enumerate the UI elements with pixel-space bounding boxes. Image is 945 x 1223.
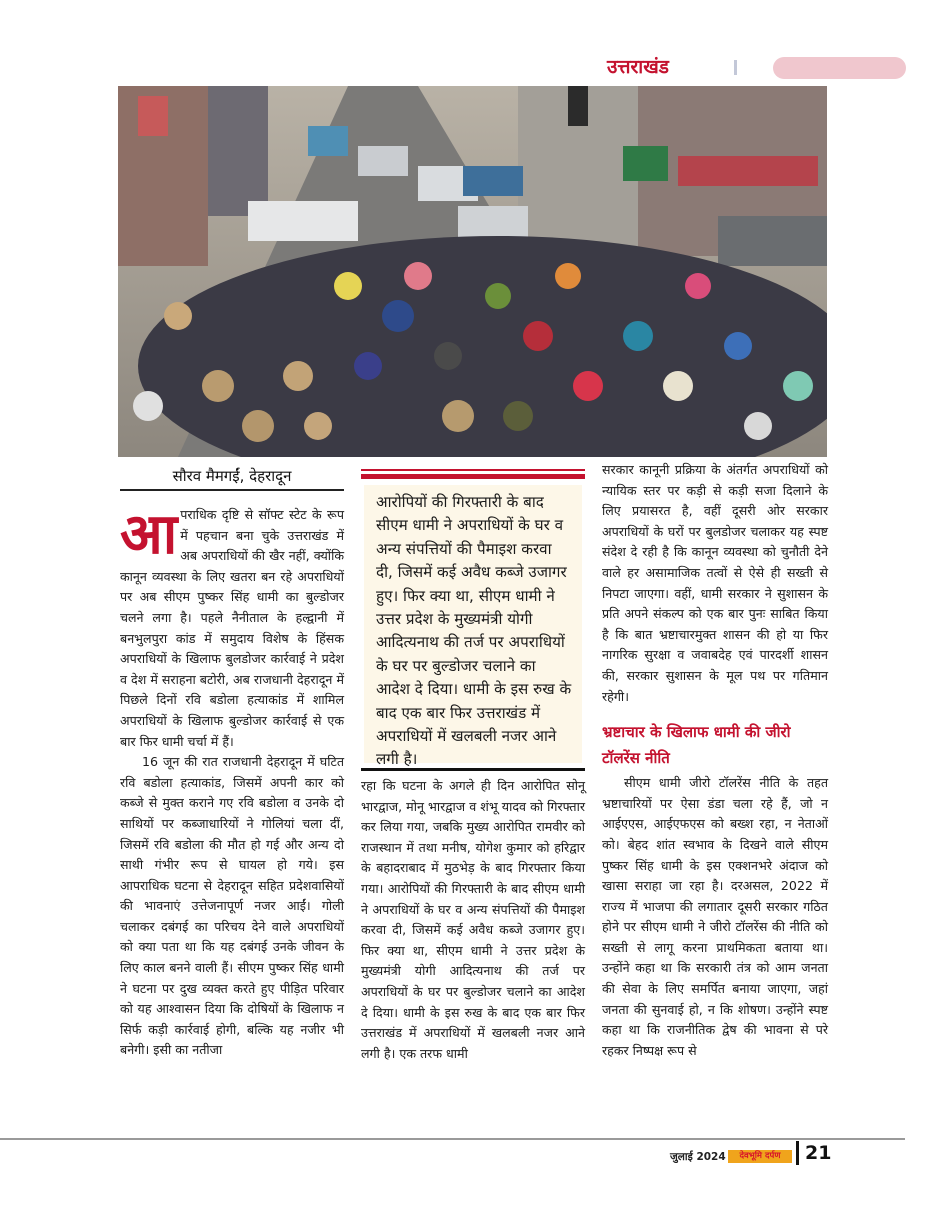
drop-cap: आ	[120, 502, 175, 567]
article-paragraph: रहा कि घटना के अगले ही दिन आरोपित सोनू भारद्वाज, मोनू भारद्वाज व शंभू यादव को गिरफ्तार कर लिया गया, जबकि मुख्य आरोपित रामवीर को राजस्थान में तथा मनीष, योगेश कुमार को हरिद्वार के बहादराबाद में मुठभेड़ के बाद गिरफ्तार किया गया। आरोपियों की गिरफ्तारी के बाद सीएम धामी ने अपराधियों के घर व अन्य संपत्तियों की पैमाइश करवा दी, जिसमें कई अवैध कब्जे उजागर हुए। फिर क्या था, सीएम धामी ने उत्तर प्रदेश के मुख्यमंत्री योगी आदित्यनाथ की तर्ज पर अपराधियों के घर पर बुल्डोजर चलाने का आदेश दे दिया। धामी के इस रुख के बाद एक बार फिर उत्तराखंड में अपराधियों में खलबली नजर आने लगी है। एक तरफ धामी	[361, 778, 585, 1061]
section-label: उत्तराखंड	[607, 56, 669, 78]
article-paragraph: सीएम धामी जीरो टॉलरेंस नीति के तहत भ्रष्टाचारियों पर ऐसा डंडा चला रहे हैं, जो न आईएएस, आईएफएस को बख्श रहा, न नेताओं को। बेहद शांत स्वभाव के दिखने वाले सीएम पुष्कर सिंह धामी के इस एक्शनभरे अंदाज को खासा सराहा जा रहा है। दरअसल, 2022 में राज्य में भाजपा की लगातार दूसरी सरकार गठित होने पर सीएम धामी ने जीरो टॉलरेंस की नीति को सख्ती से लागू करना प्राथमिकता बताया था। उन्होंने कहा था कि सरकारी तंत्र को आम जनता की सेवा के लिए समर्पित बनाया जाएगा, जहां जनता की सुनवाई हो, न कि शोषण। उन्होंने स्पष्ट कहा था कि राजनीतिक द्वेष की भावना से परे रहकर निष्पक्ष रूप से	[602, 775, 828, 1058]
article-column-1	[120, 502, 344, 1061]
magazine-logo: देवभूमि दर्पण	[728, 1150, 792, 1163]
pullquote-top-rule-thick	[361, 474, 585, 479]
crowd-photo	[118, 86, 827, 457]
paragraph-text: पराधिक दृष्टि से सॉफ्ट स्टेट के रूप में पहचान बना चुके उत्तराखंड में अब अपराधियों की खैर नहीं, क्योंकि कानून व्यवस्था के लिए खतरा बन रहे अपराधियों पर अब सीएम पुष्कर सिंह धामी का बुल्डोजर चलने लगा है। पहले नैनीताल के हल्द्वानी में बनभुलपुरा कांड में समुदाय विशेष के हिंसक अपराधियों के खिलाफ बुलडोजर कार्रवाई ने प्रदेश व देश में सराहना बटोरी, अब राजधानी देहरादून में पिछले दिनों रवि बडोला हत्याकांड में शामिल अपराधियों के खिलाफ बुल्डोजर कार्रवाई से एक बार फिर धामी चर्चा में हैं।	[120, 507, 344, 749]
footer-divider	[0, 1138, 905, 1140]
article-column-3	[602, 460, 828, 1061]
issue-date: जुलाई 2024	[670, 1151, 726, 1163]
article-column-2	[361, 776, 585, 1064]
byline-divider	[120, 489, 344, 491]
article-paragraph	[120, 502, 344, 752]
footer-separator	[796, 1141, 799, 1165]
article-paragraph: 16 जून की रात राजधानी देहरादून में घटित रवि बडोला हत्याकांड, जिसमें अपनी कार को कब्जे से मुक्त कराने गए रवि बडोला व उनके दो साथियों पर कब्जाधारियों ने गोलियां चला दीं, जिसमें रवि बडोला की मौत हो गई और अन्य दो साथी गंभीर रूप से घायल हो गये। इस आपराधिक घटना से देहरादून सहित प्रदेशवासियों की भावनाएं उत्तेजनापूर्ण नजर आईं। गोली चलाकर दबंगई का परिचय देने वाले अपराधियों को क्या पता था कि यह दबंगई उनके जीवन के लिए काल बनने वाली हैं। सीएम पुष्कर सिंह धामी ने घटना पर दुख व्यक्त करते हुए पीड़ित परिवार को यह आश्वासन दिया कि दोषियों के खिलाफ न सिर्फ कड़ी कार्रवाई होगी, बल्कि यह नजीर भी बनेगी। इसी का नतीजा	[120, 754, 344, 1058]
pullquote-bottom-rule	[361, 768, 585, 771]
pull-quote: आरोपियों की गिरफ्तारी के बाद सीएम धामी ने अपराधियों के घर व अन्य संपत्तियों की पैमाइश करवा दी, जिसमें कई अवैध कब्जे उजागर हुए। फिर क्या था, सीएम धामी ने उत्तर प्रदेश के मुख्यमंत्री योगी आदित्यनाथ की तर्ज पर अपराधियों के घर पर बुल्डोजर चलाने का आदेश दे दिया। धामी के इस रुख के बाद एक बार फिर उत्तराखंड में अपराधियों में खलबली नजर आने लगी है।	[364, 485, 582, 763]
page-number: 21	[805, 1142, 832, 1164]
crowd-photo-illustration	[118, 86, 827, 457]
pullquote-top-rule	[361, 469, 585, 471]
header-divider	[734, 60, 737, 75]
author-byline: सौरव मैमगईं, देहरादून	[172, 467, 292, 485]
header-decor-pill	[773, 57, 906, 79]
article-paragraph: सरकार कानूनी प्रक्रिया के अंतर्गत अपराधियों को न्यायिक स्तर पर कड़ी से कड़ी सजा दिलाने के लिए प्रयासरत है, वहीं दूसरी ओर सरकार अपराधियों के घरों पर बुलडोजर चलाकर यह स्पष्ट संदेश दे रही है कि कानून व्यवस्था को चुनौती देने वाले हर असामाजिक तत्वों से ऐसे ही सख्ती से निपटा जाएगा। वहीं, धामी सरकार ने सुशासन के प्रति अपने संकल्प को एक बार पुनः साबित किया है कि बात भ्रष्टाचारमुक्त शासन की हो या फिर नागरिक सुरक्षा व जवाबदेह एवं पारदर्शी शासन की, सरकार सुशासन के मूल पथ पर गतिमान रहेगी।	[602, 462, 828, 704]
section-subheading: भ्रष्टाचार के खिलाफ धामी की जीरो टॉलरेंस नीति	[602, 723, 791, 768]
